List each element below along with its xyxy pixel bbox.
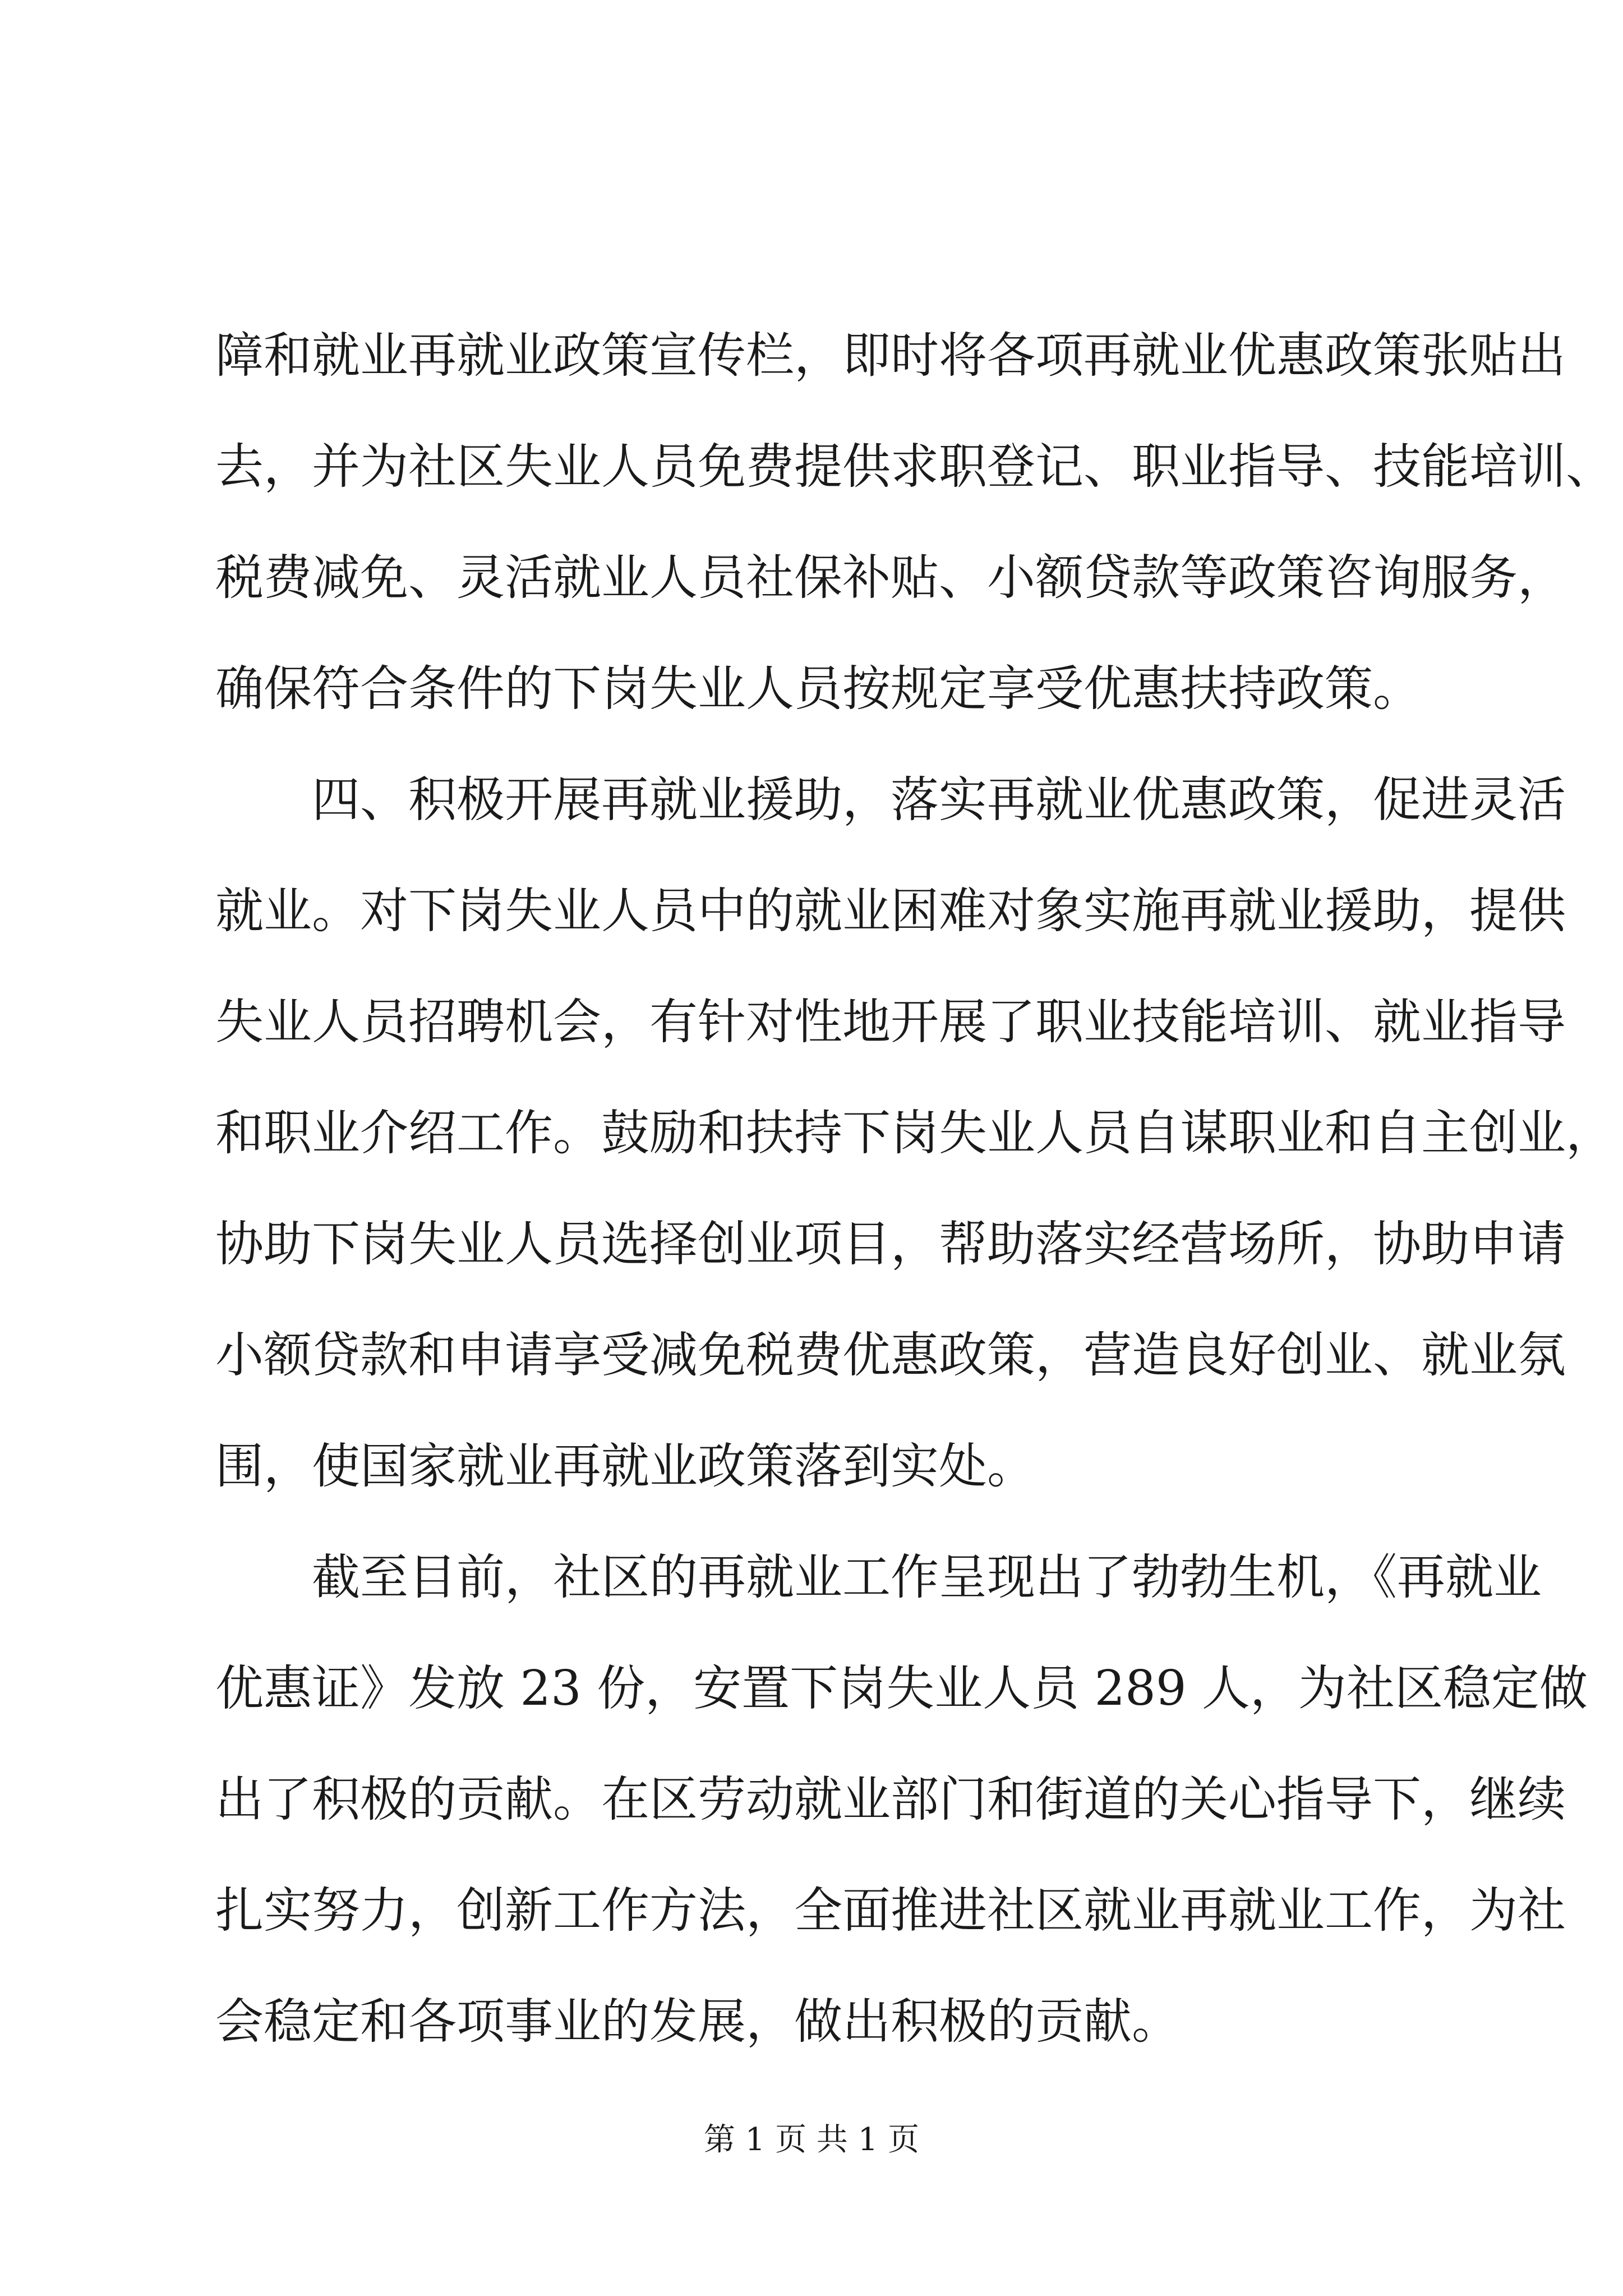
page-number-label: 第 1 页 共 1 页	[703, 2122, 920, 2158]
paragraph-3-line-5: 会稳定和各项事业的发展，做出积极的贡献。	[215, 1994, 1180, 2050]
paragraph-3-line-1: 截至目前，社区的再就业工作呈现出了勃勃生机，《再就业	[215, 1549, 1542, 1605]
paragraph-1-line-3: 税费减免、灵活就业人员社保补贴、小额贷款等政策咨询服务，	[215, 550, 1566, 606]
paragraph-1-line-2: 去，并为社区失业人员免费提供求职登记、职业指导、技能培训、	[215, 439, 1614, 495]
paragraph-2-line-2: 就业。对下岗失业人员中的就业困难对象实施再就业援助，提供	[215, 883, 1566, 939]
paragraph-2-line-5: 协助下岗失业人员选择创业项目，帮助落实经营场所，协助申请	[215, 1216, 1566, 1272]
paragraph-2-line-4: 和职业介绍工作。鼓励和扶持下岗失业人员自谋职业和自主创业，	[215, 1105, 1614, 1161]
paragraph-3-line-3: 出了积极的贡献。在区劳动就业部门和街道的关心指导下，继续	[215, 1772, 1566, 1828]
paragraph-2-line-1: 四、积极开展再就业援助，落实再就业优惠政策，促进灵活	[215, 772, 1566, 828]
page-footer	[0, 2115, 1623, 2160]
paragraph-2-line-3: 失业人员招聘机会，有针对性地开展了职业技能培训、就业指导	[215, 994, 1566, 1050]
paragraph-2-line-6: 小额贷款和申请享受减免税费优惠政策，营造良好创业、就业氛	[215, 1327, 1566, 1383]
paragraph-3-line-2: 优惠证》发放 23 份，安置下岗失业人员 289 人，为社区稳定做	[215, 1660, 1588, 1717]
paragraph-3-line-4: 扎实努力，创新工作方法，全面推进社区就业再就业工作，为社	[215, 1883, 1566, 1939]
paragraph-2-line-7: 围，使国家就业再就业政策落到实处。	[215, 1438, 1035, 1494]
paragraph-1-line-1: 障和就业再就业政策宣传栏，即时将各项再就业优惠政策张贴出	[215, 328, 1566, 384]
document-body	[215, 300, 1614, 2077]
paragraph-1-line-4: 确保符合条件的下岗失业人员按规定享受优惠扶持政策。	[215, 661, 1421, 717]
